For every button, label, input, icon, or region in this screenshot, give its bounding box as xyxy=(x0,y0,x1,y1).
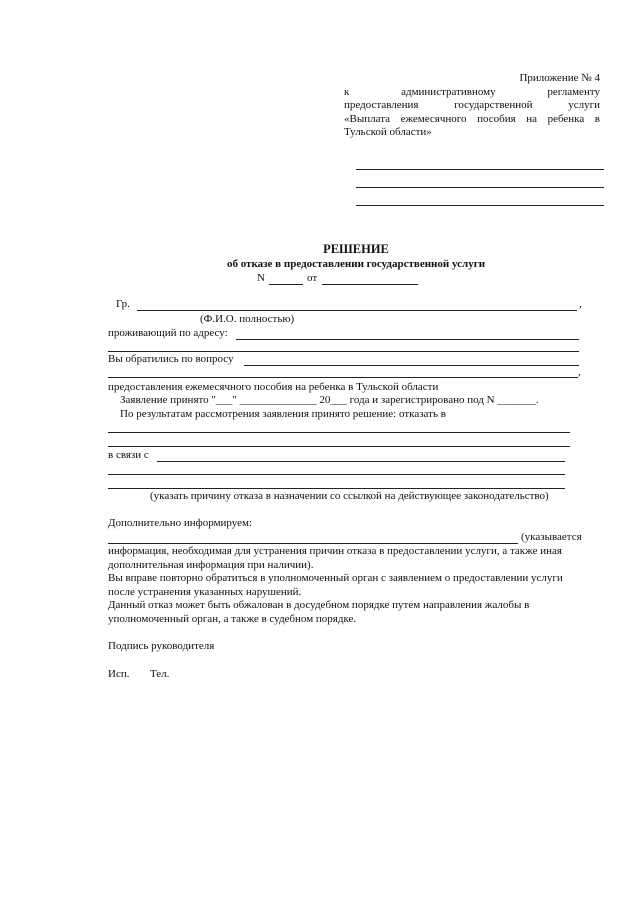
address-field-2[interactable] xyxy=(108,351,579,352)
fio-hint: (Ф.И.О. полностью) xyxy=(200,313,295,325)
address-label: проживающий по адресу: xyxy=(108,327,228,339)
phone-label: Тел. xyxy=(150,668,170,680)
document-title: РЕШЕНИЕ xyxy=(323,242,389,256)
number-label: N xyxy=(257,272,265,284)
recipient-line-2[interactable] xyxy=(356,187,604,188)
citizen-label: Гр. xyxy=(116,298,130,310)
reapply-line-2: после устранения указанных нарушений. xyxy=(108,585,302,598)
recipient-line-1[interactable] xyxy=(356,169,604,170)
additional-info-2: информация, необходимая для устранения причин отказа в предоставлении услуги, а также иная xyxy=(108,545,562,557)
annex-block xyxy=(344,72,600,140)
recipient-line-3[interactable] xyxy=(356,205,604,206)
appeal-line-1: Данный отказ может быть обжалован в досудебном порядке путем направления жалобы в xyxy=(108,599,530,611)
reapply-line-1: Вы вправе повторно обратиться в уполномоченный орган с заявлением о предоставлении услуги xyxy=(108,572,563,584)
annex-number: Приложение № 4 xyxy=(519,72,600,84)
reason-label: в связи с xyxy=(108,449,149,461)
address-field[interactable] xyxy=(236,339,579,340)
number-field[interactable] xyxy=(269,284,303,285)
document-subtitle: об отказе в предоставлении государственной услуги xyxy=(226,258,486,270)
decision-line: По результатам рассмотрения заявления принято решение: отказать в xyxy=(120,408,446,420)
service-text: предоставления ежемесячного пособия на ребенка в Тульской области xyxy=(108,381,439,393)
application-line: Заявление принято "___" ______________ 20___ года и зарегистрировано под N _______. xyxy=(120,394,539,406)
additional-heading: Дополнительно информируем: xyxy=(108,517,253,529)
additional-info-1: (указывается xyxy=(521,531,582,543)
question-field[interactable] xyxy=(244,365,579,366)
reason-field[interactable] xyxy=(157,461,565,462)
appeal-line-2: уполномоченный орган, а также в судебном порядке. xyxy=(108,612,357,625)
annex-line-5: Тульской области» xyxy=(344,126,432,138)
question-label: Вы обратились по вопросу xyxy=(108,353,234,365)
question-field-2[interactable] xyxy=(108,377,578,378)
date-label: от xyxy=(307,272,318,284)
additional-paragraph xyxy=(108,545,600,626)
reason-hint: (указать причину отказа в назначении со ссылкой на действующее законодательство) xyxy=(150,490,549,502)
additional-info-field[interactable] xyxy=(108,543,518,544)
citizen-name-field[interactable] xyxy=(137,310,577,311)
additional-info-3: дополнительная информация при наличии). xyxy=(108,558,314,571)
reason-field-2[interactable] xyxy=(108,474,565,475)
annex-line-2: к административному регламенту xyxy=(344,85,600,98)
question-comma: , xyxy=(578,366,581,378)
decision-field-2[interactable] xyxy=(108,446,570,447)
annex-line-4: «Выплата ежемесячного пособия на ребенка в xyxy=(344,112,600,125)
annex-line-3: предоставления государственной услуги xyxy=(344,99,600,111)
date-field[interactable] xyxy=(322,284,418,285)
signature-label: Подпись руководителя xyxy=(108,640,215,652)
reason-field-3[interactable] xyxy=(108,488,565,489)
executor-label: Исп. xyxy=(108,668,130,680)
citizen-comma: , xyxy=(579,298,582,310)
decision-field-1[interactable] xyxy=(108,432,570,433)
